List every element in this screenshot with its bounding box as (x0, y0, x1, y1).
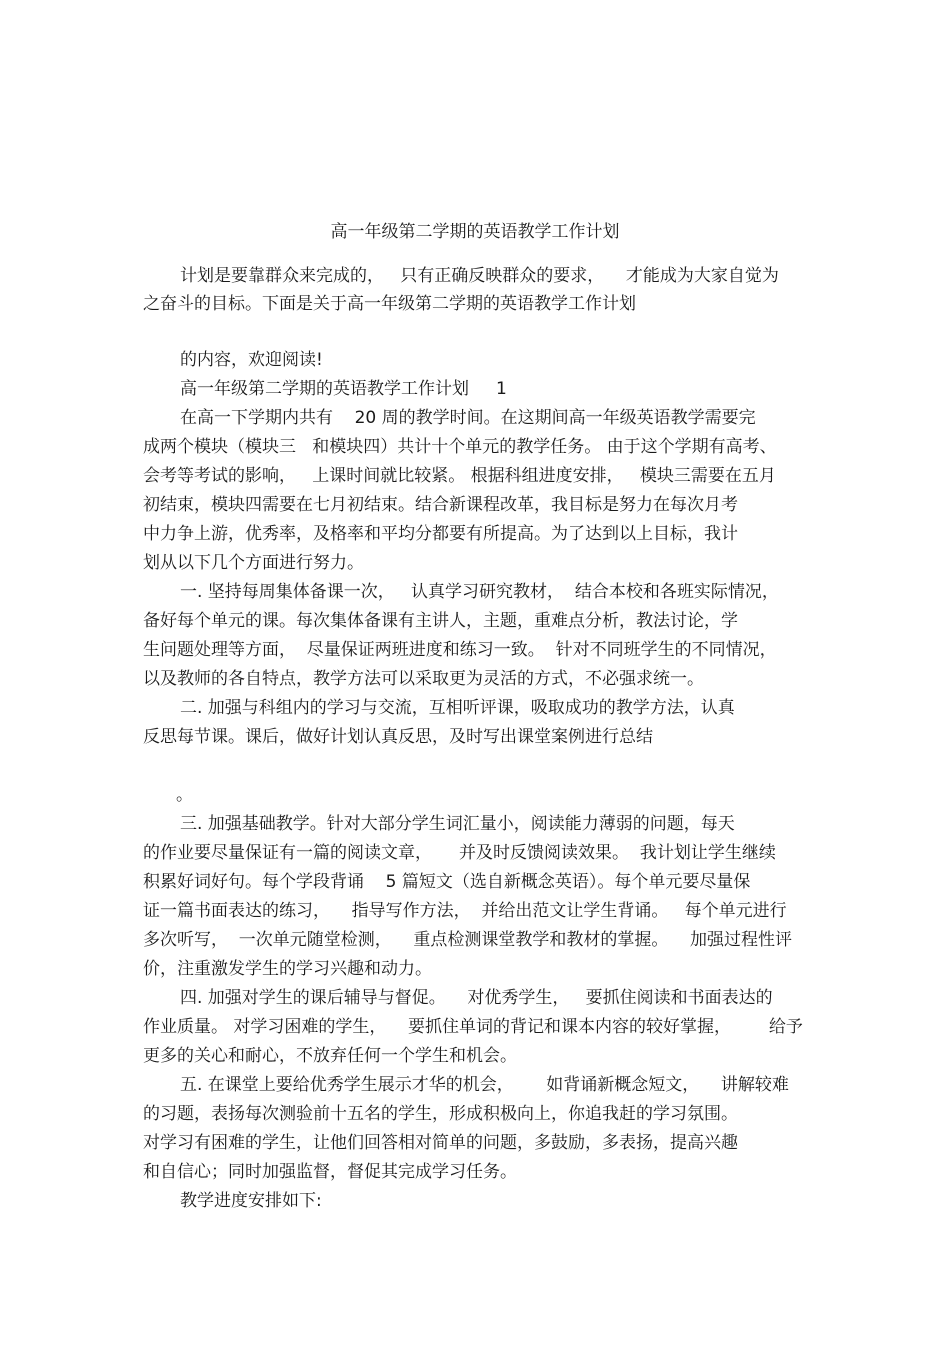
body-line: 生问题处理等方面， 尽量保证两班进度和练习一致。 针对不同班学生的不同情况， (143, 640, 777, 660)
body-line: 中力争上游，优秀率，及格率和平均分都要有所提高。为了达到以上目标，我计 (143, 524, 738, 544)
document-title: 高一年级第二学期的英语教学工作计划 (330, 222, 620, 242)
body-line: 以及教师的各自特点，教学方法可以采取更为灵活的方式，不必强求统一。 (143, 669, 704, 689)
body-line: 价，注重激发学生的学习兴趣和动力。 (143, 959, 432, 979)
body-line: 之奋斗的目标。下面是关于高一年级第二学期的英语教学工作计划 (143, 294, 636, 314)
body-line: 的习题，表扬每次测验前十五名的学生，形成积极向上，你追我赶的学习氛围。 (143, 1104, 738, 1124)
body-line: 。 (176, 785, 193, 805)
body-line: 在高一下学期内共有 20 周的教学时间。在这期间高一年级英语教学需要完 (180, 408, 756, 428)
body-line: 反思每节课。课后，做好计划认真反思，及时写出课堂案例进行总结 (143, 727, 653, 747)
body-line: 四. 加强对学生的课后辅导与督促。 对优秀学生， 要抓住阅读和书面表达的 (180, 988, 773, 1008)
body-line: 作业质量。 对学习困难的学生， 要抓住单词的背记和课本内容的较好掌握， 给予 (143, 1017, 803, 1037)
body-line: 证一篇书面表达的练习， 指导写作方法， 并给出范文让学生背诵。 每个单元进行 (143, 901, 787, 921)
body-line: 会考等考试的影响， 上课时间就比较紧。 根据科组进度安排， 模块三需要在五月 (143, 466, 776, 486)
body-line: 划从以下几个方面进行努力。 (143, 553, 364, 573)
body-line: 一. 坚持每周集体备课一次， 认真学习研究教材， 结合本校和各班实际情况， (180, 582, 779, 602)
body-line: 和自信心；同时加强监督，督促其完成学习任务。 (143, 1162, 517, 1182)
body-line: 备好每个单元的课。每次集体备课有主讲人，主题，重难点分析，教法讨论，学 (143, 611, 738, 631)
body-line: 积累好词好句。每个学段背诵 5 篇短文（选自新概念英语）。每个单元要尽量保 (143, 872, 751, 892)
section-heading: 高一年级第二学期的英语教学工作计划 1 (180, 379, 507, 399)
body-line: 三. 加强基础教学。针对大部分学生词汇量小，阅读能力薄弱的问题，每天 (180, 814, 735, 834)
body-line: 教学进度安排如下: (180, 1191, 322, 1211)
body-line: 更多的关心和耐心，不放弃任何一个学生和机会。 (143, 1046, 517, 1066)
body-line: 的作业要尽量保证有一篇的阅读文章， 并及时反馈阅读效果。 我计划让学生继续 (143, 843, 776, 863)
body-line: 的内容，欢迎阅读! (180, 350, 323, 370)
body-line: 成两个模块（模块三 和模块四）共计十个单元的教学任务。 由于这个学期有高考、 (143, 437, 777, 457)
body-line: 多次听写， 一次单元随堂检测， 重点检测课堂教学和教材的掌握。 加强过程性评 (143, 930, 793, 950)
body-line: 初结束，模块四需要在七月初结束。结合新课程改革，我目标是努力在每次月考 (143, 495, 738, 515)
body-line: 计划是要靠群众来完成的， 只有正确反映群众的要求， 才能成为大家自觉为 (180, 266, 779, 286)
body-line: 二. 加强与科组内的学习与交流，互相听评课，吸取成功的教学方法，认真 (180, 698, 735, 718)
body-line: 五. 在课堂上要给优秀学生展示才华的机会， 如背诵新概念短文， 讲解较难 (180, 1075, 789, 1095)
body-line: 对学习有困难的学生，让他们回答相对简单的问题，多鼓励，多表扬，提高兴趣 (143, 1133, 738, 1153)
